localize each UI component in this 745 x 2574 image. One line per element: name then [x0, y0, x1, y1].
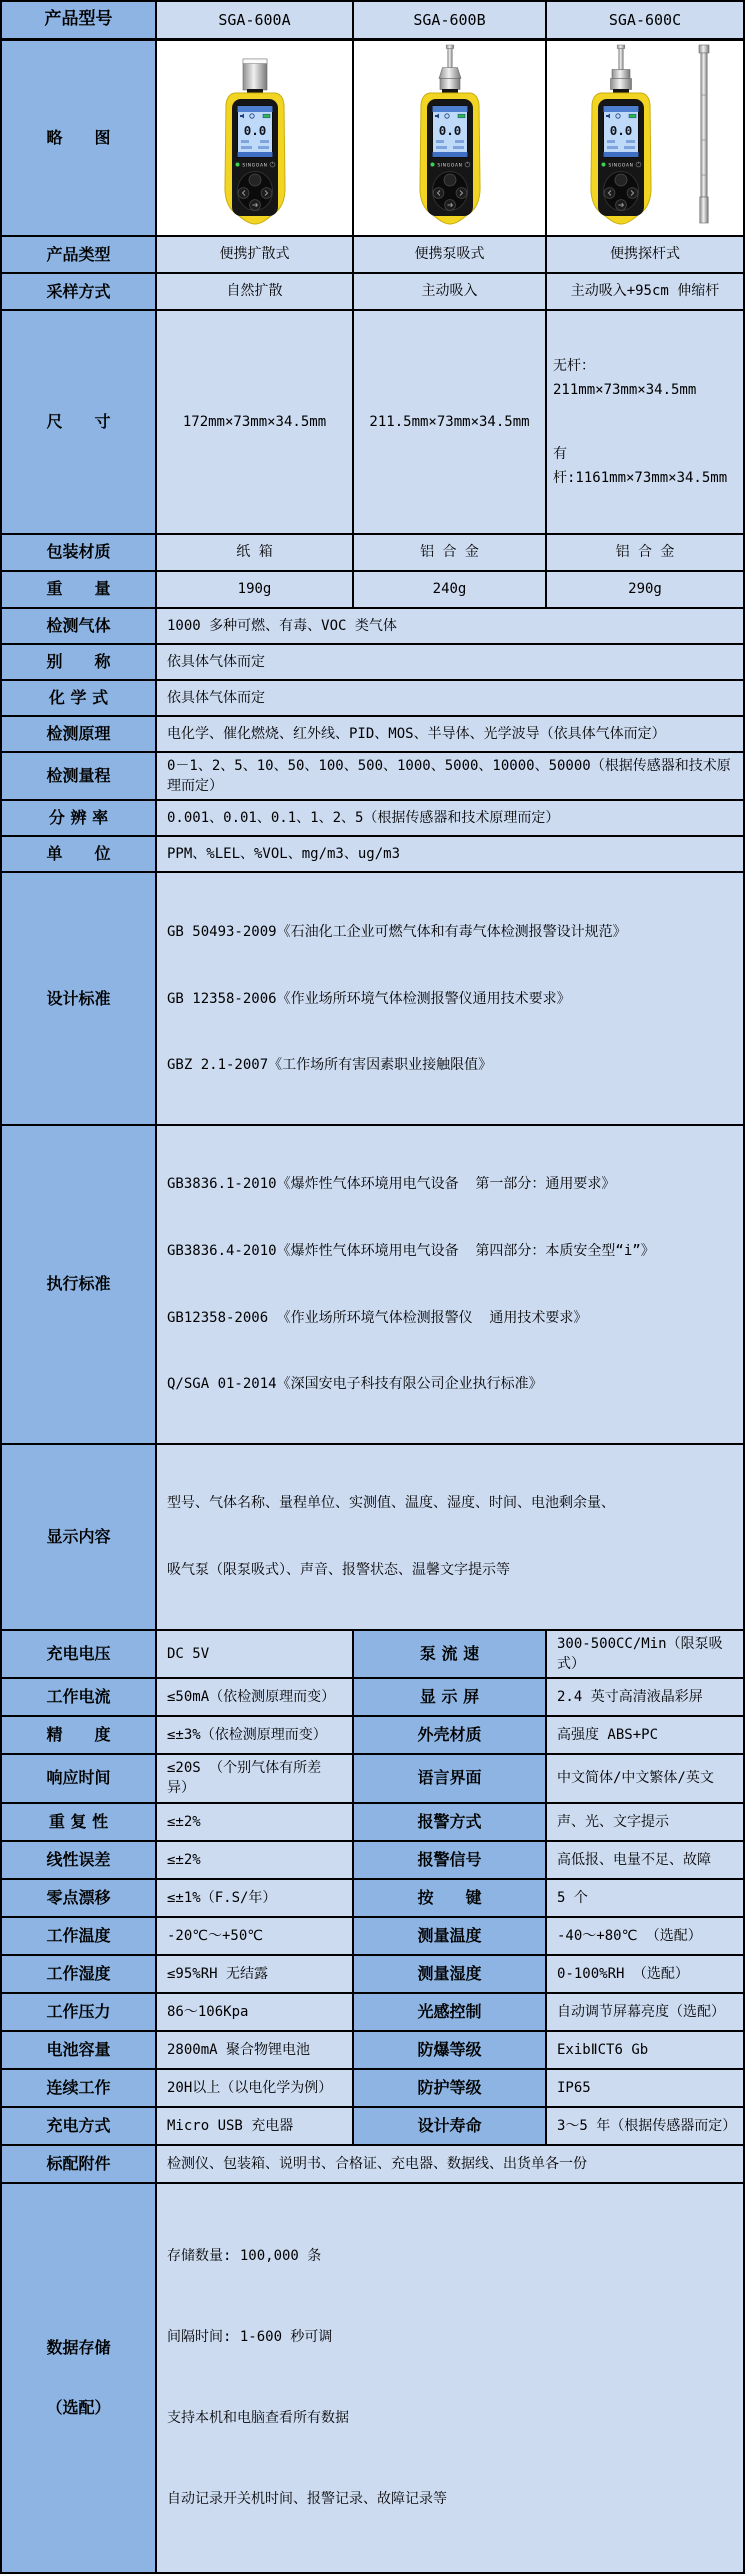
- sketch-row: [1, 39, 744, 236]
- row-response-language: [1, 1754, 744, 1803]
- label-working-temp: 工作温度: [1, 1917, 156, 1955]
- value-product-type-c: 便携探杆式: [546, 236, 744, 273]
- row-repeatability-alarm-mode: [1, 1803, 744, 1841]
- row-product-type: [1, 236, 744, 273]
- row-design-standard: [1, 872, 744, 1124]
- value-protection-level: IP65: [546, 2069, 744, 2107]
- value-display-screen: 2.4 英寸高清液晶彩屏: [546, 1678, 744, 1716]
- label-linearity-error: 线性误差: [1, 1841, 156, 1879]
- label-working-current: 工作电流: [1, 1678, 156, 1716]
- value-alarm-mode: 声、光、文字提示: [546, 1803, 744, 1841]
- header-row: [1, 1, 744, 39]
- value-alias: 依具体气体而定: [156, 644, 744, 680]
- label-zero-drift: 零点漂移: [1, 1879, 156, 1917]
- execution-standard-line: GB3836.4-2010《爆炸性气体环境用电气设备 第四部分：本质安全型“i”》: [167, 1242, 655, 1259]
- label-execution-standard: 执行标准: [1, 1125, 156, 1444]
- label-sketch: 略 图: [1, 39, 156, 236]
- label-working-humidity: 工作湿度: [1, 1955, 156, 1993]
- row-resolution: [1, 800, 744, 836]
- device-photo-sga600a: [195, 45, 315, 231]
- device-photo-sga600b: [390, 45, 510, 231]
- value-weight-a: 190g: [156, 571, 353, 608]
- row-detection-range: [1, 752, 744, 801]
- label-repeatability: 重 复 性: [1, 1803, 156, 1841]
- value-sampling-c: 主动吸入+95cm 伸缩杆: [546, 273, 744, 310]
- display-content-line: 吸气泵（限泵吸式）、声音、报警状态、温馨文字提示等: [167, 1561, 510, 1578]
- label-detect-gas: 检测气体: [1, 608, 156, 644]
- row-zero-drift-buttons: [1, 1879, 744, 1917]
- label-buttons: 按 键: [353, 1879, 546, 1917]
- value-explosion-proof: ExibⅡCT6 Gb: [546, 2031, 744, 2069]
- label-display-screen: 显 示 屏: [353, 1678, 546, 1716]
- row-weight: [1, 571, 744, 608]
- row-accessories: [1, 2145, 744, 2183]
- label-protection-level: 防护等级: [353, 2069, 546, 2107]
- label-detection-range: 检测量程: [1, 752, 156, 801]
- label-unit: 单 位: [1, 836, 156, 872]
- value-chemical-formula: 依具体气体而定: [156, 680, 744, 716]
- label-shell-material: 外壳材质: [353, 1716, 546, 1754]
- value-zero-drift: ≤±1%（F.S/年）: [156, 1879, 353, 1917]
- value-packaging-b: 铝 合 金: [353, 534, 546, 571]
- row-detection-principle: [1, 716, 744, 752]
- value-charge-voltage: DC 5V: [156, 1630, 353, 1679]
- data-storage-label-line1: 数据存储: [46, 2337, 111, 2357]
- value-design-standard: [156, 872, 744, 1124]
- value-detection-principle: 电化学、催化燃烧、红外线、PID、MOS、半导体、光学波导（依具体气体而定）: [156, 716, 744, 752]
- label-weight: 重 量: [1, 571, 156, 608]
- execution-standard-line: Q/SGA 01-2014《深国安电子科技有限公司企业执行标准》: [167, 1376, 543, 1393]
- storage-line: 自动记录开关机时间、报警记录、故障记录等: [167, 2490, 447, 2507]
- value-weight-c: 290g: [546, 571, 744, 608]
- storage-line: 间隔时间: 1-600 秒可调: [167, 2328, 333, 2345]
- value-working-current: ≤50mA（依检测原理而变）: [156, 1678, 353, 1716]
- dimensions-c-with-rod: 有杆:1161mm×73mm×34.5mm: [553, 446, 728, 487]
- row-working-humidity-measure-humidity: [1, 1955, 744, 1993]
- label-measure-humidity: 测量湿度: [353, 1955, 546, 1993]
- row-pressure-light-control: [1, 1993, 744, 2031]
- label-battery-capacity: 电池容量: [1, 2031, 156, 2069]
- value-product-type-b: 便携泵吸式: [353, 236, 546, 273]
- value-packaging-a: 纸 箱: [156, 534, 353, 571]
- label-alias: 别 称: [1, 644, 156, 680]
- label-design-standard: 设计标准: [1, 872, 156, 1124]
- value-sampling-a: 自然扩散: [156, 273, 353, 310]
- model-sga-600a: SGA-600A: [156, 1, 353, 39]
- value-buttons: 5 个: [546, 1879, 744, 1917]
- row-working-current-display: [1, 1678, 744, 1716]
- telescopic-rod: [699, 45, 709, 223]
- label-chemical-formula: 化 学 式: [1, 680, 156, 716]
- value-pump-flow: 300-500CC/Min（限泵吸式）: [546, 1630, 744, 1679]
- value-packaging-c: 铝 合 金: [546, 534, 744, 571]
- label-detection-principle: 检测原理: [1, 716, 156, 752]
- value-detect-gas: 1000 多种可燃、有毒、VOC 类气体: [156, 608, 744, 644]
- row-display-content: [1, 1444, 744, 1630]
- design-standard-line: GB 50493-2009《石油化工企业可燃气体和有毒气体检测报警设计规范》: [167, 923, 627, 940]
- row-sampling-method: [1, 273, 744, 310]
- row-unit: [1, 836, 744, 872]
- value-working-humidity: ≤95%RH 无结露: [156, 1955, 353, 1993]
- execution-standard-line: GB3836.1-2010《爆炸性气体环境用电气设备 第一部分：通用要求》: [167, 1176, 616, 1193]
- probe-inlet: [611, 45, 632, 90]
- photo-cell-sga-600b: [353, 39, 546, 236]
- value-language: 中文简体/中文繁体/英文: [546, 1754, 744, 1803]
- value-battery-capacity: 2800mA 聚合物锂电池: [156, 2031, 353, 2069]
- label-product-type: 产品类型: [1, 236, 156, 273]
- label-continuous-work: 连续工作: [1, 2069, 156, 2107]
- row-alias: [1, 644, 744, 680]
- value-resolution: 0.001、0.01、0.1、1、2、5（根据传感器和技术原理而定）: [156, 800, 744, 836]
- value-sampling-b: 主动吸入: [353, 273, 546, 310]
- label-display-content: 显示内容: [1, 1444, 156, 1630]
- label-charge-mode: 充电方式: [1, 2107, 156, 2145]
- value-unit: PPM、%LEL、%VOL、mg/m3、ug/m3: [156, 836, 744, 872]
- value-dimensions-b: 211.5mm×73mm×34.5mm: [353, 310, 546, 534]
- label-dimensions: 尺 寸: [1, 310, 156, 534]
- value-product-type-a: 便携扩散式: [156, 236, 353, 273]
- label-explosion-proof: 防爆等级: [353, 2031, 546, 2069]
- value-repeatability: ≤±2%: [156, 1803, 353, 1841]
- row-continuous-protection: [1, 2069, 744, 2107]
- label-measure-temp: 测量温度: [353, 1917, 546, 1955]
- value-working-temp: -20℃～+50℃: [156, 1917, 353, 1955]
- label-design-life: 设计寿命: [353, 2107, 546, 2145]
- row-working-temp-measure-temp: [1, 1917, 744, 1955]
- value-display-content: [156, 1444, 744, 1630]
- row-chemical-formula: [1, 680, 744, 716]
- value-execution-standard: [156, 1125, 744, 1444]
- value-dimensions-c: [546, 310, 744, 534]
- label-alarm-signal: 报警信号: [353, 1841, 546, 1879]
- execution-standard-line: GB12358-2006 《作业场所环境气体检测报警仪 通用技术要求》: [167, 1309, 588, 1326]
- photo-cell-sga-600c: [546, 39, 744, 236]
- value-accuracy: ≤±3%（依检测原理而变）: [156, 1716, 353, 1754]
- storage-line: 支持本机和电脑查看所有数据: [167, 2409, 349, 2426]
- row-dimensions: [1, 310, 744, 534]
- value-design-life: 3～5 年（根据传感器而定）: [546, 2107, 744, 2145]
- row-battery-explosion-proof: [1, 2031, 744, 2069]
- label-working-pressure: 工作压力: [1, 1993, 156, 2031]
- device-photo-sga600c: [561, 45, 729, 231]
- pump-probe-inlet: [439, 45, 461, 90]
- label-language: 语言界面: [353, 1754, 546, 1803]
- value-weight-b: 240g: [353, 571, 546, 608]
- value-measure-humidity: 0-100%RH （选配）: [546, 1955, 744, 1993]
- value-data-storage: [156, 2183, 744, 2573]
- value-working-pressure: 86～106Kpa: [156, 1993, 353, 2031]
- sensor-cap-diffusion: [243, 59, 267, 90]
- label-data-storage: [1, 2183, 156, 2573]
- row-charge-mode-design-life: [1, 2107, 744, 2145]
- header-product-model-label: 产品型号: [1, 1, 156, 39]
- label-response-time: 响应时间: [1, 1754, 156, 1803]
- model-sga-600c: SGA-600C: [546, 1, 744, 39]
- model-sga-600b: SGA-600B: [353, 1, 546, 39]
- label-pump-flow: 泵 流 速: [353, 1630, 546, 1679]
- design-standard-line: GB 12358-2006《作业场所环境气体检测报警仪通用技术要求》: [167, 990, 571, 1007]
- label-charge-voltage: 充电电压: [1, 1630, 156, 1679]
- label-packaging: 包装材质: [1, 534, 156, 571]
- storage-line: 存储数量: 100,000 条: [167, 2247, 322, 2264]
- row-execution-standard: [1, 1125, 744, 1444]
- label-accuracy: 精 度: [1, 1716, 156, 1754]
- label-light-control: 光感控制: [353, 1993, 546, 2031]
- value-continuous-work: 20H以上（以电化学为例）: [156, 2069, 353, 2107]
- row-charge-voltage-pump-flow: [1, 1630, 744, 1679]
- value-shell-material: 高强度 ABS+PC: [546, 1716, 744, 1754]
- label-sampling-method: 采样方式: [1, 273, 156, 310]
- label-alarm-mode: 报警方式: [353, 1803, 546, 1841]
- display-content-line: 型号、气体名称、量程单位、实测值、温度、湿度、时间、电池剩余量、: [167, 1495, 615, 1512]
- value-response-time: ≤20S （个别气体有所差异）: [156, 1754, 353, 1803]
- value-measure-temp: -40～+80℃ （选配）: [546, 1917, 744, 1955]
- data-storage-label-line2: （选配）: [46, 2397, 111, 2417]
- label-accessories: 标配附件: [1, 2145, 156, 2183]
- value-light-control: 自动调节屏幕亮度（选配）: [546, 1993, 744, 2031]
- label-resolution: 分 辨 率: [1, 800, 156, 836]
- value-alarm-signal: 高低报、电量不足、故障: [546, 1841, 744, 1879]
- dimensions-c-no-rod: 无杆：211mm×73mm×34.5mm: [553, 357, 697, 398]
- value-detection-range: 0－1、2、5、10、50、100、500、1000、5000、10000、50000（根据传感器和技术原理而定）: [156, 752, 744, 801]
- photo-cell-sga-600a: [156, 39, 353, 236]
- row-data-storage: [1, 2183, 744, 2573]
- design-standard-line: GBZ 2.1-2007《工作场所有害因素职业接触限值》: [167, 1057, 493, 1074]
- row-detect-gas: [1, 608, 744, 644]
- row-packaging: [1, 534, 744, 571]
- value-charge-mode: Micro USB 充电器: [156, 2107, 353, 2145]
- value-linearity-error: ≤±2%: [156, 1841, 353, 1879]
- value-dimensions-a: 172mm×73mm×34.5mm: [156, 310, 353, 534]
- row-linearity-alarm-signal: [1, 1841, 744, 1879]
- row-accuracy-shell: [1, 1716, 744, 1754]
- value-accessories: 检测仪、包装箱、说明书、合格证、充电器、数据线、出货单各一份: [156, 2145, 744, 2183]
